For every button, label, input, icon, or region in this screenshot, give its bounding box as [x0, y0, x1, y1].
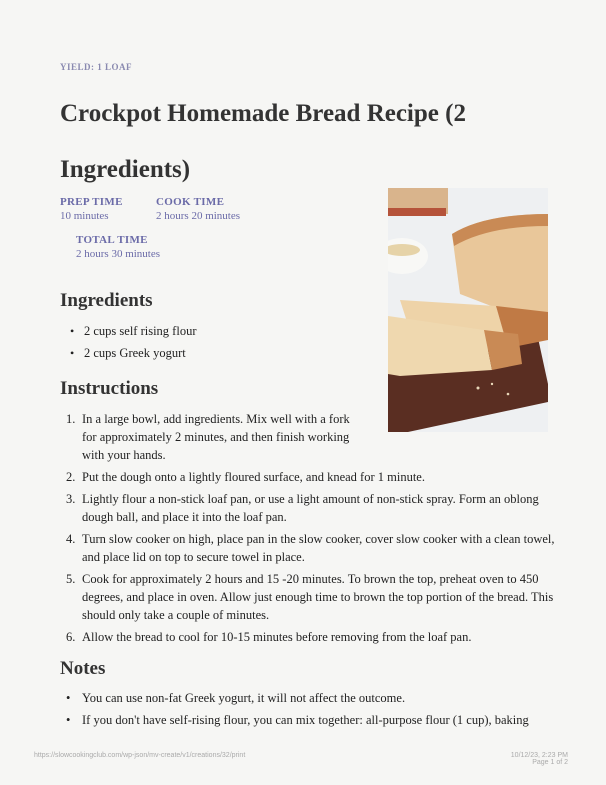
- footer-url: https://slowcookingclub.com/wp-json/mv-create/v1/creations/32/print: [34, 752, 246, 759]
- prep-time-value: 10 minutes: [60, 210, 109, 222]
- instruction-text: Lightly flour a non-stick loaf pan, or use a light amount of non-stick spray. Form an oblong dough ball, and place it into the loaf pan.: [82, 492, 539, 524]
- notes-list: [60, 688, 560, 732]
- instructions-list: [60, 410, 555, 650]
- ingredient-item: • 2 cups Greek yogurt: [70, 342, 196, 364]
- footer-meta: [511, 752, 568, 766]
- ingredients-list: [70, 320, 196, 364]
- bread-photo: [388, 188, 548, 432]
- instruction-step: 6. Allow the bread to cool for 10-15 minutes before removing from the loaf pan.: [66, 630, 472, 644]
- instruction-step: 3. Lightly flour a non-stick loaf pan, or use a light amount of non-stick spray. Form an oblong dough ball, and place it into the loaf pan.: [66, 492, 539, 524]
- cook-time-value: 2 hours 20 minutes: [156, 210, 241, 222]
- instruction-text: Cook for approximately 2 hours and 15 -20 minutes. To brown the top, preheat oven to 450 degrees, and place in oven. Allow just enough time to brown the top portion of the bread. This should only take a couple of minutes.: [82, 572, 554, 622]
- note-item: • You can use non-fat Greek yogurt, it will not affect the outcome.: [60, 688, 560, 708]
- instruction-text: In a large bowl, add ingredients. Mix well with a fork for approximately 2 minutes, and then finish working with your hands.: [82, 412, 350, 462]
- yield-label: YIELD: 1 LOAF: [60, 62, 133, 72]
- cook-time-label: COOK TIME: [156, 196, 225, 208]
- total-time: [76, 234, 160, 260]
- instruction-step: 5. Cook for approximately 2 hours and 15 -20 minutes. To brown the top, preheat oven to 450 degrees, and place in oven. Allow just enough time to brown the top portion of the bread. This should only take a couple of minutes.: [66, 572, 554, 622]
- instruction-text: Allow the bread to cool for 10-15 minutes before removing from the loaf pan.: [82, 630, 472, 644]
- footer-page-number: Page 1 of 2: [532, 759, 568, 766]
- instructions-heading: Instructions: [60, 378, 159, 399]
- ingredients-heading: Ingredients: [60, 290, 153, 311]
- notes-heading: Notes: [60, 658, 106, 679]
- note-item: • If you don't have self-rising flour, you can mix together: all-purpose flour (1 cup), baking: [60, 710, 560, 730]
- instruction-step: 2. Put the dough onto a lightly floured surface, and knead for 1 minute.: [66, 470, 425, 484]
- recipe-title: Crockpot Homemade Bread Recipe (2 Ingredients): [60, 100, 466, 183]
- ingredient-item: • 2 cups self rising flour: [70, 320, 196, 342]
- instruction-step: 1. In a large bowl, add ingredients. Mix well with a fork for approximately 2 minutes, and then finish working with your hands.: [66, 412, 350, 462]
- instruction-text: Put the dough onto a lightly floured surface, and knead for 1 minute.: [82, 470, 425, 484]
- prep-time: [60, 196, 123, 222]
- total-time-label: TOTAL TIME: [76, 234, 148, 246]
- footer-datetime: 10/12/23, 2:23 PM: [510, 752, 568, 759]
- prep-time-label: PREP TIME: [60, 196, 123, 208]
- cook-time: [156, 196, 240, 222]
- total-time-value: 2 hours 30 minutes: [76, 248, 161, 260]
- instruction-step: 4. Turn slow cooker on high, place pan in the slow cooker, cover slow cooker with a clean towel, and place lid on top to secure towel in place.: [66, 532, 555, 564]
- instruction-text: Turn slow cooker on high, place pan in the slow cooker, cover slow cooker with a clean towel, and place lid on top to secure towel in place.: [82, 532, 555, 564]
